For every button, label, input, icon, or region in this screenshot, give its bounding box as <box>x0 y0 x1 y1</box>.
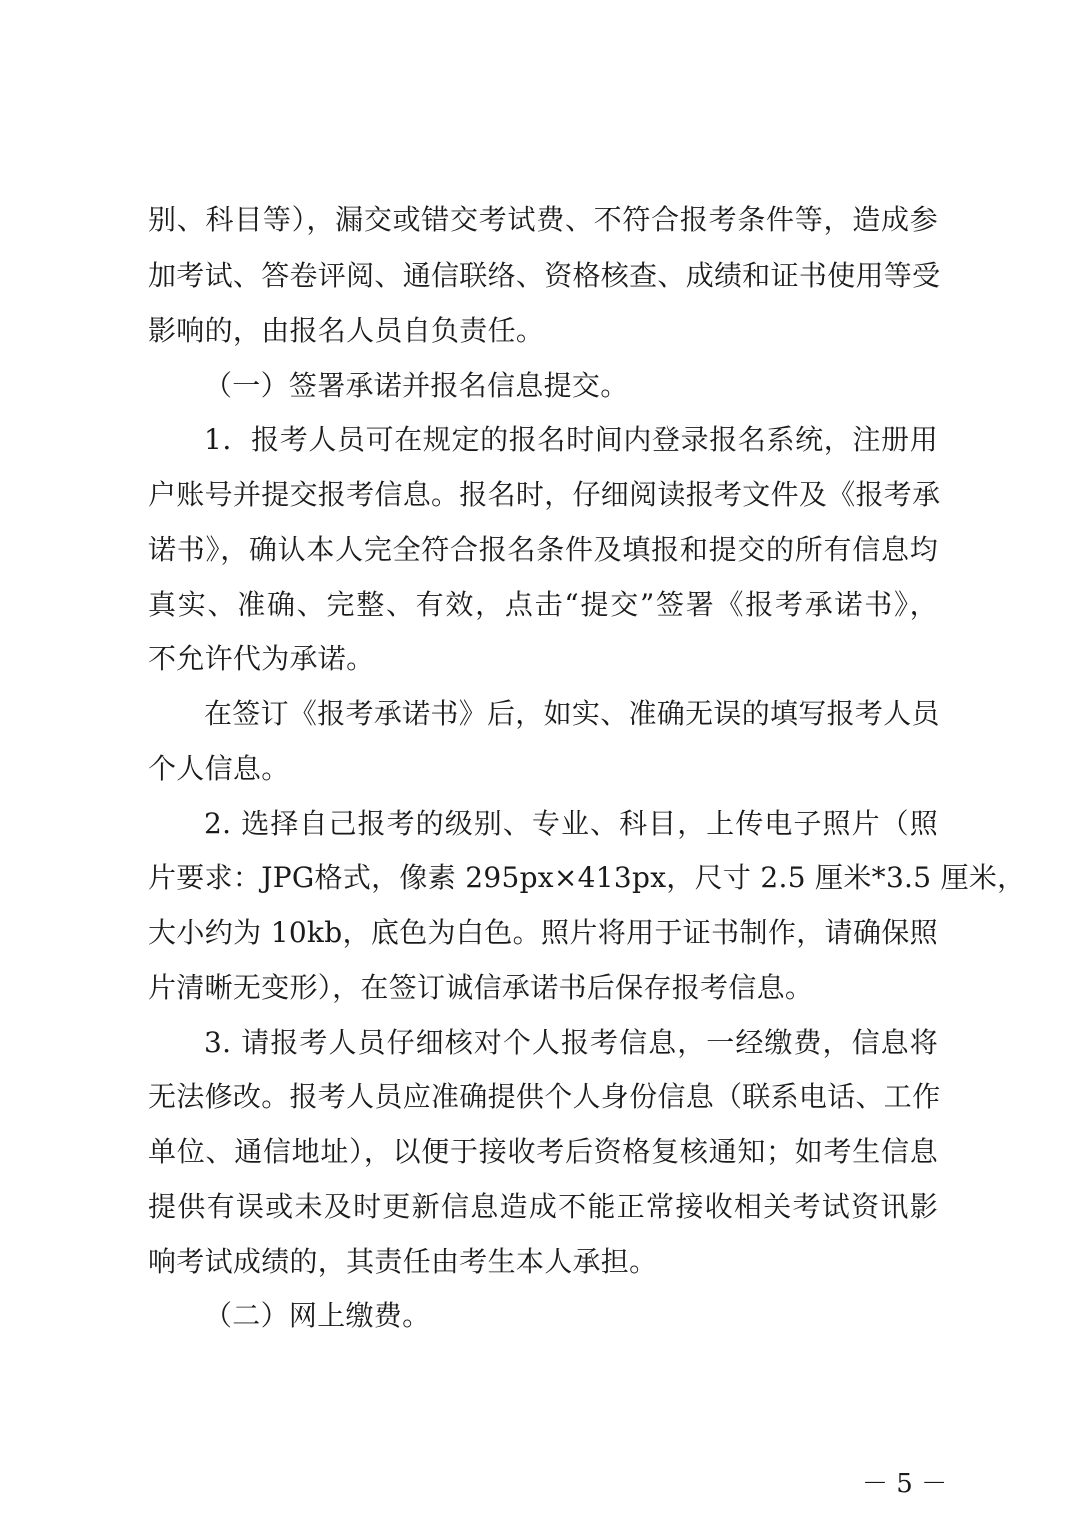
body-line: 影响的，由报名人员自负责任。 <box>148 314 545 347</box>
body-line: 别、科目等），漏交或错交考试费、不符合报考条件等，造成参 <box>148 203 938 236</box>
body-line: 2. 选择自己报考的级别、专业、科目，上传电子照片（照 <box>204 807 938 840</box>
body-line: 响考试成绩的，其责任由考生本人承担。 <box>148 1245 658 1278</box>
body-line: 加考试、答卷评阅、通信联络、资格核查、成绩和证书使用等受 <box>148 259 941 292</box>
body-line: 户账号并提交报考信息。报名时，仔细阅读报考文件及《报考承 <box>148 478 941 511</box>
body-line: 真实、准确、完整、有效，点击“提交”签署《报考承诺书》， <box>148 588 938 621</box>
body-line: 在签订《报考承诺书》后，如实、准确无误的填写报考人员 <box>204 697 940 730</box>
body-line: 无法修改。报考人员应准确提供个人身份信息（联系电话、工作 <box>148 1080 941 1113</box>
body-line: 单位、通信地址），以便于接收考后资格复核通知；如考生信息 <box>148 1135 938 1168</box>
body-line: 提供有误或未及时更新信息造成不能正常接收相关考试资讯影 <box>148 1190 938 1223</box>
body-line: 1．报考人员可在规定的报名时间内登录报名系统，注册用 <box>204 423 938 456</box>
page-number: － 5 － <box>862 1469 948 1499</box>
body-line: 不允许代为承诺。 <box>148 642 375 675</box>
body-line: 片要求：JPG格式，像素 295px×413px，尺寸 2.5 厘米*3.5 厘米， <box>148 861 1026 894</box>
body-line: 诺书》，确认本人完全符合报名条件及填报和提交的所有信息均 <box>148 533 938 566</box>
section-heading: （二）网上缴费。 <box>204 1299 431 1332</box>
body-line: 3. 请报考人员仔细核对个人报考信息，一经缴费，信息将 <box>204 1026 938 1059</box>
body-line: 片清晰无变形），在签订诚信承诺书后保存报考信息。 <box>148 971 814 1004</box>
body-line: 大小约为 10kb，底色为白色。照片将用于证书制作，请确保照 <box>148 916 938 949</box>
section-heading: （一）签署承诺并报名信息提交。 <box>204 369 629 402</box>
body-line: 个人信息。 <box>148 752 290 785</box>
